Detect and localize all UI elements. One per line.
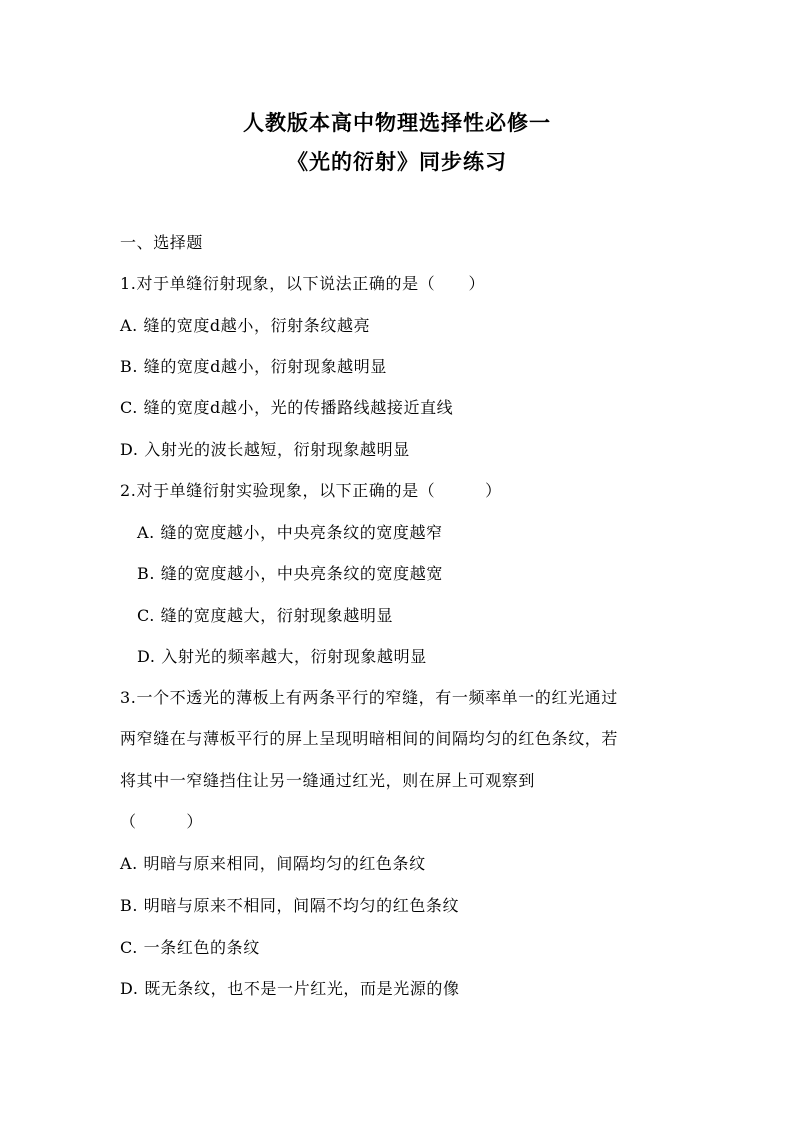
question-3-option-b: B. 明暗与原来不相同，间隔不均匀的红色条纹: [120, 896, 460, 915]
question-1-option-b: B. 缝的宽度d越小，衍射现象越明显: [120, 357, 387, 376]
question-3-option-a: A. 明暗与原来相同，间隔均匀的红色条纹: [120, 854, 426, 873]
question-1-option-c: C. 缝的宽度d越小，光的传播路线越接近直线: [120, 398, 454, 417]
question-3-option-d: D. 既无条纹，也不是一片红光，而是光源的像: [120, 979, 460, 998]
question-3-stem-line-1: 3.一个不透光的薄板上有两条平行的窄缝，有一频率单一的红光通过: [120, 688, 618, 707]
section-heading: 一、选择题: [120, 233, 204, 252]
question-2-option-b: B. 缝的宽度越小，中央亮条纹的宽度越宽: [137, 564, 443, 583]
question-1-stem: 1.对于单缝衍射现象，以下说法正确的是（ ）: [120, 274, 486, 293]
question-2-option-d: D. 入射光的频率越大，衍射现象越明显: [137, 647, 427, 666]
question-2-stem: 2.对于单缝衍射实验现象，以下正确的是（ ）: [120, 481, 502, 500]
document-title-line-1: 人教版本高中物理选择性必修一: [243, 111, 551, 135]
question-3-stem-line-2: 两窄缝在与薄板平行的屏上呈现明暗相间的间隔均匀的红色条纹，若: [120, 729, 619, 748]
question-1-option-d: D. 入射光的波长越短，衍射现象越明显: [120, 440, 410, 459]
question-2-option-c: C. 缝的宽度越大，衍射现象越明显: [137, 606, 394, 625]
question-1-option-a: A. 缝的宽度d越小，衍射条纹越亮: [120, 316, 371, 335]
question-3-option-c: C. 一条红色的条纹: [120, 938, 260, 957]
question-2-option-a: A. 缝的宽度越小，中央亮条纹的宽度越窄: [137, 523, 443, 542]
question-3-stem-line-3: 将其中一窄缝挡住让另一缝通过红光，则在屏上可观察到: [120, 771, 536, 790]
question-3-answer-blank: （ ）: [120, 812, 204, 831]
document-title-line-2: 《光的衍射》同步练习: [287, 150, 507, 174]
